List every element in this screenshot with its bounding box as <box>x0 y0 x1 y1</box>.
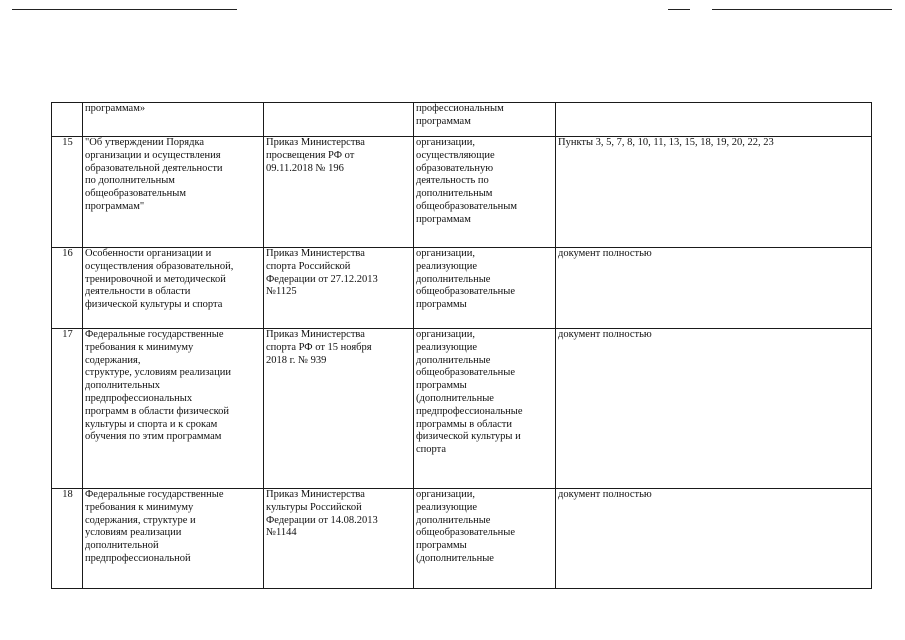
table-row <box>52 103 872 137</box>
table-row <box>52 137 872 248</box>
document-reference: Приказ Министерства спорта Российской Федерации от 27.12.2013 №1125 <box>264 248 414 329</box>
applicable-items: документ полностью <box>556 489 872 589</box>
row-number: 18 <box>52 489 83 589</box>
row-number: 17 <box>52 329 83 489</box>
header-rule-mid <box>668 9 690 10</box>
document-title: Федеральные государственные требования к минимуму содержания, структуре, условиям реализации дополнительных предпрофессиональных программ в области физической культуры и спорта и к срокам обучения по этим программам <box>83 329 264 489</box>
applicable-items: документ полностью <box>556 248 872 329</box>
applies-to: организации, реализующие дополнительные общеобразовательные программы <box>414 248 556 329</box>
row-number: 15 <box>52 137 83 248</box>
applies-to: организации, осуществляющие образовательную деятельность по дополнительным общеобразовательным программам <box>414 137 556 248</box>
applicable-items: документ полностью <box>556 329 872 489</box>
document-reference: Приказ Министерства просвещения РФ от 09.11.2018 № 196 <box>264 137 414 248</box>
document-title: "Об утверждении Порядка организации и осуществления образовательной деятельности по дополнительным общеобразовательным программам" <box>83 137 264 248</box>
table-row <box>52 248 872 329</box>
document-title: Особенности организации и осуществления образовательной, тренировочной и методической деятельности в области физической культуры и спорта <box>83 248 264 329</box>
applies-to: организации, реализующие дополнительные общеобразовательные программы (дополнительные <box>414 489 556 589</box>
row-number <box>52 103 83 137</box>
header-rule-right <box>712 9 892 10</box>
document-title: программам» <box>83 103 264 137</box>
document-reference <box>264 103 414 137</box>
row-number: 16 <box>52 248 83 329</box>
document-title: Федеральные государственные требования к минимуму содержания, структуре и условиям реализации дополнительной предпрофессиональной <box>83 489 264 589</box>
table-row <box>52 329 872 489</box>
regulations-table <box>51 102 872 589</box>
applies-to: организации, реализующие дополнительные общеобразовательные программы (дополнительные предпрофессиональные программы в области физической культуры и спорта <box>414 329 556 489</box>
table-row <box>52 489 872 589</box>
document-reference: Приказ Министерства спорта РФ от 15 ноября 2018 г. № 939 <box>264 329 414 489</box>
applicable-items: Пункты 3, 5, 7, 8, 10, 11, 13, 15, 18, 19, 20, 22, 23 <box>556 137 872 248</box>
applicable-items <box>556 103 872 137</box>
document-reference: Приказ Министерства культуры Российской Федерации от 14.08.2013 №1144 <box>264 489 414 589</box>
header-rule-left <box>12 9 237 10</box>
applies-to: профессиональным программам <box>414 103 556 137</box>
